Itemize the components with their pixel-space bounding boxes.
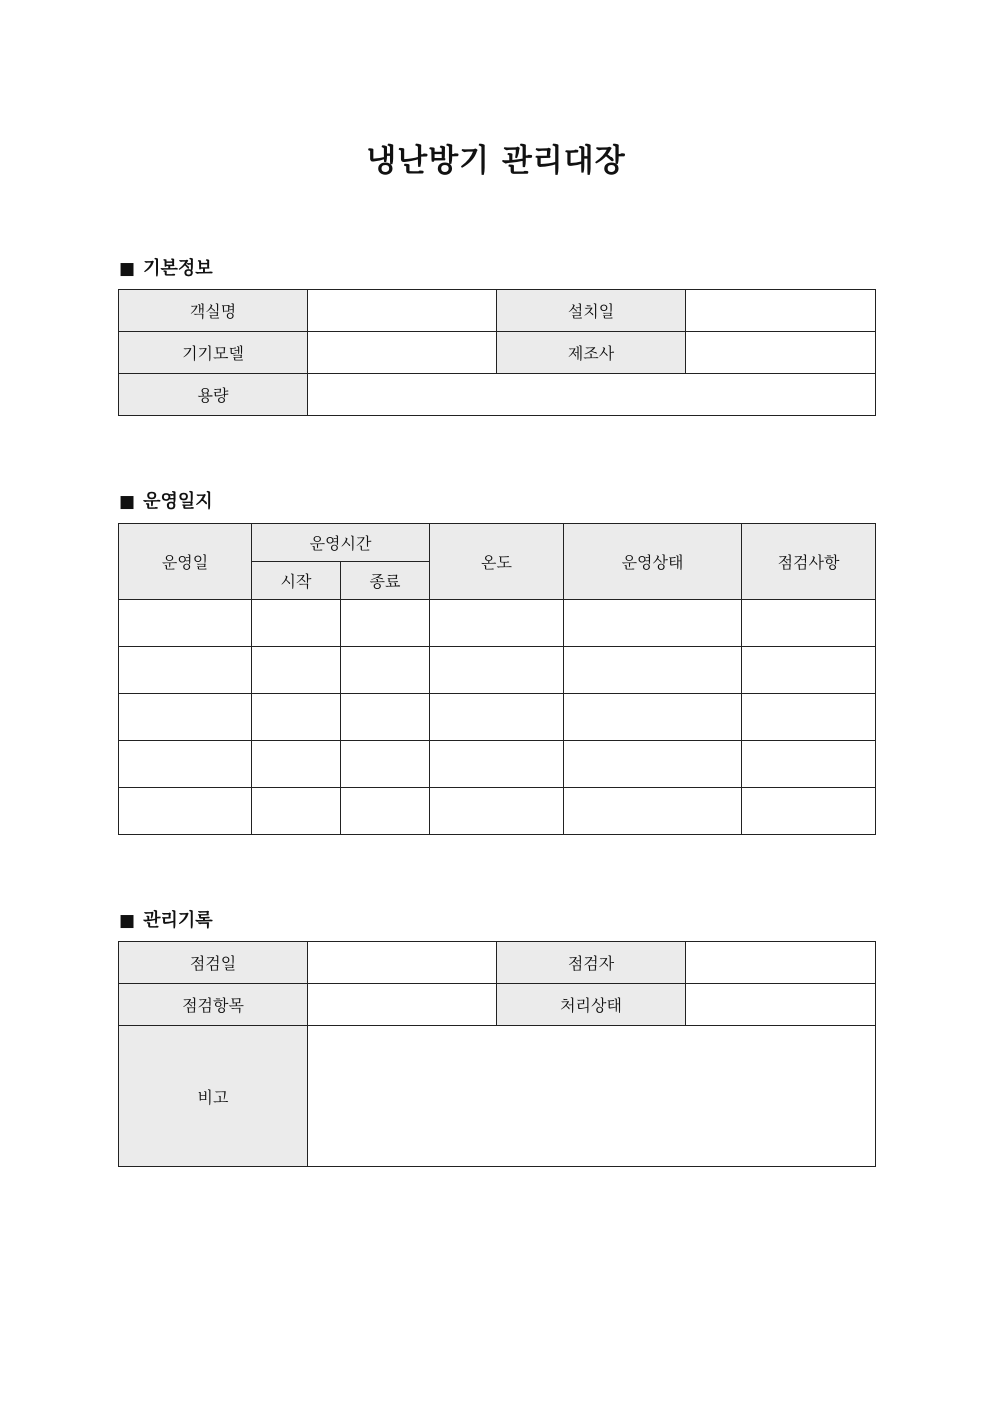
section-heading: 운영일지	[143, 491, 213, 512]
table-cell[interactable]	[341, 788, 430, 835]
table-cell[interactable]	[564, 741, 742, 788]
table-cell[interactable]	[252, 694, 341, 741]
col-end-header: 종료	[341, 562, 430, 600]
table-cell[interactable]	[252, 600, 341, 647]
table-cell[interactable]	[252, 788, 341, 835]
table-row	[119, 600, 876, 647]
table-cell[interactable]	[430, 741, 564, 788]
table-cell[interactable]	[564, 600, 742, 647]
table-cell[interactable]	[564, 647, 742, 694]
inspector-label: 점검자	[497, 942, 686, 984]
table-row	[119, 647, 876, 694]
square-bullet-icon: ■	[119, 911, 136, 931]
table-row	[119, 741, 876, 788]
table-cell[interactable]	[430, 694, 564, 741]
process-status-field[interactable]	[686, 984, 876, 1026]
table-cell[interactable]	[341, 600, 430, 647]
table-cell[interactable]	[341, 741, 430, 788]
square-bullet-icon: ■	[119, 259, 136, 279]
col-time-header: 운영시간	[252, 524, 430, 562]
inspect-item-field[interactable]	[308, 984, 497, 1026]
table-cell[interactable]	[564, 694, 742, 741]
table-cell[interactable]	[119, 600, 252, 647]
table-row	[119, 788, 876, 835]
model-label: 기기모델	[119, 332, 308, 374]
table-cell[interactable]	[341, 647, 430, 694]
table-cell[interactable]	[742, 694, 876, 741]
table-cell[interactable]	[742, 788, 876, 835]
table-cell[interactable]	[742, 600, 876, 647]
col-temp-header: 온도	[430, 524, 564, 600]
page-title: 냉난방기 관리대장	[366, 143, 626, 179]
remark-field[interactable]	[308, 1026, 876, 1167]
table-cell[interactable]	[119, 741, 252, 788]
room-name-field[interactable]	[308, 290, 497, 332]
install-date-label: 설치일	[497, 290, 686, 332]
col-start-header: 시작	[252, 562, 341, 600]
capacity-label: 용량	[119, 374, 308, 416]
inspect-item-label: 점검항목	[119, 984, 308, 1026]
room-name-label: 객실명	[119, 290, 308, 332]
section-management	[119, 906, 213, 932]
section-operation-log	[119, 487, 213, 513]
table-row	[119, 694, 876, 741]
model-field[interactable]	[308, 332, 497, 374]
management-table	[118, 941, 876, 1167]
maker-field[interactable]	[686, 332, 876, 374]
table-cell[interactable]	[742, 647, 876, 694]
inspect-date-field[interactable]	[308, 942, 497, 984]
remark-label: 비고	[119, 1026, 308, 1167]
inspector-field[interactable]	[686, 942, 876, 984]
operation-log-table	[118, 523, 876, 835]
table-cell[interactable]	[252, 741, 341, 788]
table-cell[interactable]	[742, 741, 876, 788]
section-heading: 관리기록	[143, 910, 213, 931]
col-status-header: 운영상태	[564, 524, 742, 600]
capacity-field[interactable]	[308, 374, 876, 416]
table-cell[interactable]	[119, 694, 252, 741]
basic-info-table	[118, 289, 876, 416]
process-status-label: 처리상태	[497, 984, 686, 1026]
table-cell[interactable]	[430, 788, 564, 835]
inspect-date-label: 점검일	[119, 942, 308, 984]
table-cell[interactable]	[252, 647, 341, 694]
col-check-header: 점검사항	[742, 524, 876, 600]
section-heading: 기본정보	[143, 258, 213, 279]
maker-label: 제조사	[497, 332, 686, 374]
section-basic-info	[119, 254, 213, 280]
install-date-field[interactable]	[686, 290, 876, 332]
table-cell[interactable]	[430, 647, 564, 694]
table-cell[interactable]	[430, 600, 564, 647]
square-bullet-icon: ■	[119, 492, 136, 512]
table-cell[interactable]	[119, 647, 252, 694]
table-cell[interactable]	[564, 788, 742, 835]
col-date-header: 운영일	[119, 524, 252, 600]
table-cell[interactable]	[341, 694, 430, 741]
table-cell[interactable]	[119, 788, 252, 835]
